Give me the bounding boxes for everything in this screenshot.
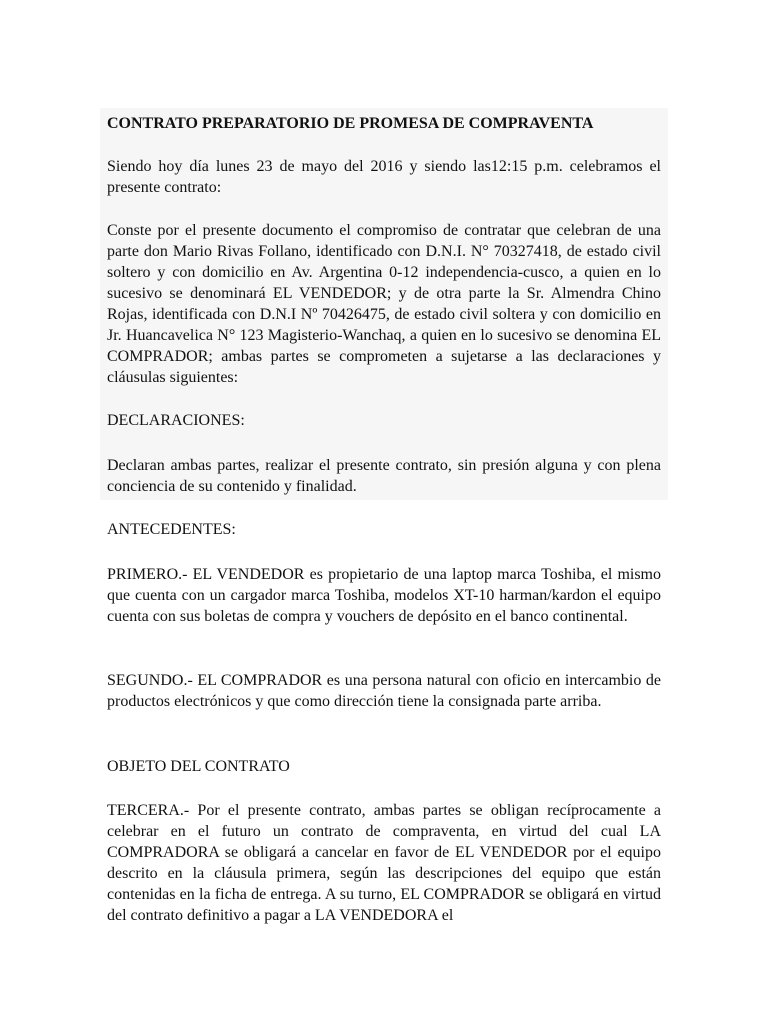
document-title: CONTRATO PREPARATORIO DE PROMESA DE COMPRAVENTA — [107, 115, 594, 132]
parties-paragraph: Conste por el presente documento el compromiso de contratar que celebran de una parte don Mario Rivas Follano, identificado con D.N.I. N° 70327418, de estado civil soltero y con domicilio en Av. Argentina 0-12 independencia-cusco, a quien en lo sucesivo se denominará EL VENDEDOR; y de otra parte la Sr. Almendra Chino Rojas, identificada con D.N.I Nº 70426475, de estado civil soltera y con domicilio en Jr. Huancavelica N° 123 Magisterio-Wanchaq, a quien en lo sucesivo se denomina EL COMPRADOR; ambas partes se comprometen a sujetarse a las declaraciones y cláusulas siguientes: — [107, 222, 661, 386]
declaraciones-heading: DECLARACIONES: — [107, 412, 245, 429]
antecedentes-heading: ANTECEDENTES: — [107, 521, 236, 538]
clause-segundo: SEGUNDO.- EL COMPRADOR es una persona natural con oficio en intercambio de productos electrónicos y que como dirección tiene la consignada parte arriba. — [107, 672, 661, 710]
declaraciones-paragraph: Declaran ambas partes, realizar el presente contrato, sin presión alguna y con plena conciencia de su contenido y finalidad. — [107, 457, 661, 495]
intro-paragraph: Siendo hoy día lunes 23 de mayo del 2016 y siendo las12:15 p.m. celebramos el presente contrato: — [107, 158, 661, 196]
clause-tercera: TERCERA.- Por el presente contrato, ambas partes se obligan recíprocamente a celebrar en el futuro un contrato de compraventa, en virtud del cual LA COMPRADORA se obligará a cancelar en favor de EL VENDEDOR por el equipo descrito en la cláusula primera, según las descripciones del equipo que están contenidas en la ficha de entrega. A su turno, EL COMPRADOR se obligará en virtud del contrato definitivo a pagar a LA VENDEDORA el — [107, 802, 661, 924]
objeto-heading: OBJETO DEL CONTRATO — [107, 758, 290, 775]
clause-primero: PRIMERO.- EL VENDEDOR es propietario de una laptop marca Toshiba, el mismo que cuenta con un cargador marca Toshiba, modelos XT-10 harman/kardon el equipo cuenta con sus boletas de compra y vouchers de depósito en el banco continental. — [107, 566, 661, 625]
